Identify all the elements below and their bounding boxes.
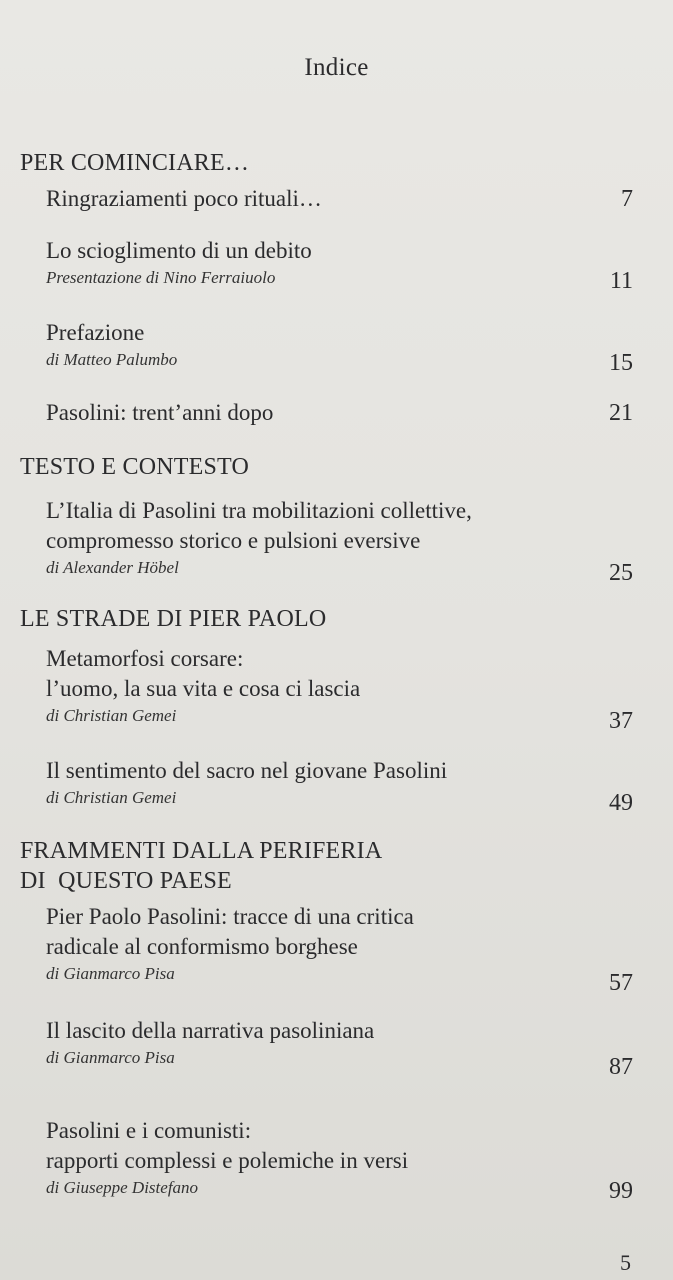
entry-author: di Gianmarco Pisa — [46, 964, 175, 983]
toc-entry — [46, 398, 636, 428]
section-heading-per-cominciare: PER COMINCIARE… — [20, 150, 250, 176]
entry-title-line: Pasolini e i comunisti: — [46, 1118, 252, 1143]
entry-title-line: Metamorfosi corsare: — [46, 646, 244, 671]
entry-page-number: 87 — [609, 1054, 633, 1080]
toc-entry — [46, 1116, 636, 1200]
entry-author: di Giuseppe Distefano — [46, 1178, 199, 1197]
entry-title-line: compromesso storico e pulsioni eversive — [46, 528, 421, 553]
entry-page-number: 15 — [609, 350, 633, 376]
entry-title: Il lascito della narrativa pasoliniana — [46, 1018, 375, 1043]
section-heading-line: DI QUESTO PAESE — [20, 868, 232, 894]
entry-title-line: rapporti complessi e polemiche in versi — [46, 1148, 409, 1173]
entry-author: di Matteo Palumbo — [46, 350, 178, 369]
entry-author: Presentazione di Nino Ferraiuolo — [46, 268, 276, 287]
entry-page-number: 25 — [609, 560, 633, 586]
entry-page-number: 7 — [621, 186, 633, 212]
toc-entry — [46, 644, 636, 728]
page-title: Indice — [304, 54, 369, 81]
entry-author: di Christian Gemei — [46, 788, 177, 807]
toc-entry — [46, 1016, 636, 1070]
entry-title: Lo scioglimento di un debito — [46, 238, 312, 263]
entry-title-line: Pier Paolo Pasolini: tracce di una critica — [46, 904, 414, 929]
entry-page-number: 57 — [609, 970, 633, 996]
entry-author: di Christian Gemei — [46, 706, 177, 725]
section-heading-testo-e-contesto: TESTO E CONTESTO — [20, 454, 249, 480]
toc-entry — [46, 756, 636, 810]
entry-title-line: radicale al conformismo borghese — [46, 934, 358, 959]
toc-entry — [46, 496, 636, 580]
entry-title: Pasolini: trent’anni dopo — [46, 400, 274, 425]
toc-entry — [46, 184, 636, 214]
entry-page-number: 21 — [609, 400, 633, 426]
entry-title-line: l’uomo, la sua vita e cosa ci lascia — [46, 676, 361, 701]
entry-title: Ringraziamenti poco rituali… — [46, 186, 322, 211]
entry-title: Il sentimento del sacro nel giovane Pasolini — [46, 758, 448, 783]
entry-page-number: 49 — [609, 790, 633, 816]
entry-page-number: 11 — [609, 268, 633, 294]
entry-author: di Gianmarco Pisa — [46, 1048, 175, 1067]
entry-author: di Alexander Höbel — [46, 558, 179, 577]
toc-entry — [46, 902, 636, 986]
page-number: 5 — [620, 1250, 631, 1275]
toc-entry — [46, 318, 636, 372]
section-heading-line: FRAMMENTI DALLA PERIFERIA — [20, 838, 383, 864]
entry-title-line: L’Italia di Pasolini tra mobilitazioni collettive, — [46, 498, 472, 523]
entry-page-number: 99 — [609, 1178, 633, 1204]
entry-title: Prefazione — [46, 320, 145, 345]
section-heading-le-strade: LE STRADE DI PIER PAOLO — [20, 606, 327, 632]
toc-entry — [46, 236, 636, 290]
section-heading-frammenti — [20, 836, 382, 896]
entry-page-number: 37 — [609, 708, 633, 734]
